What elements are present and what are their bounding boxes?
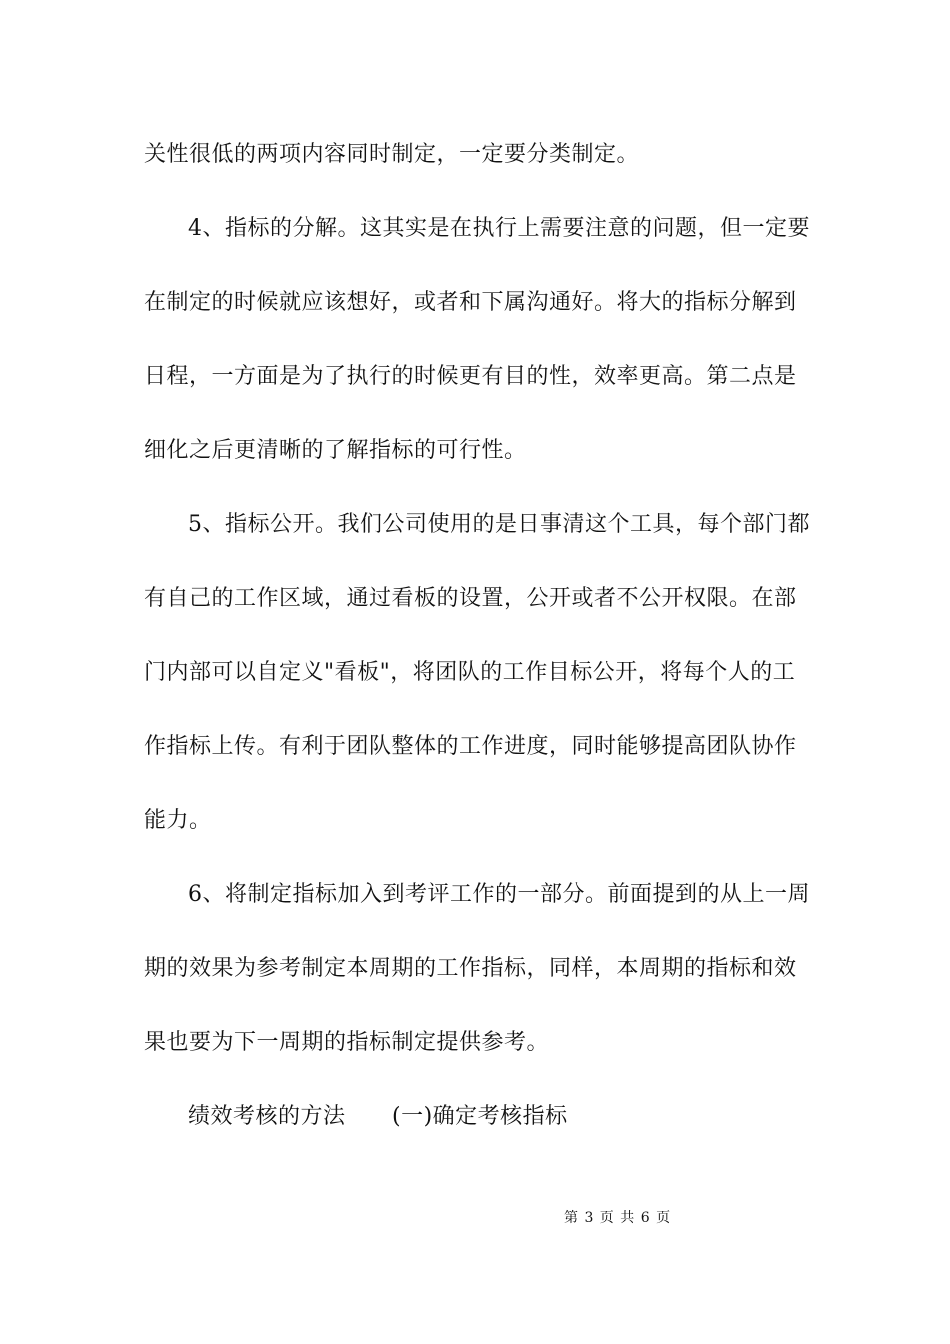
subsection-heading: (一)确定考核指标 xyxy=(392,1104,568,1129)
paragraph-line: 6、将制定指标加入到考评工作的一部分。前面提到的从上一周 xyxy=(188,882,810,907)
paragraph-line: 果也要为下一周期的指标制定提供参考。 xyxy=(144,1030,550,1055)
paragraph-line: 在制定的时候就应该想好，或者和下属沟通好。将大的指标分解到 xyxy=(144,290,797,315)
paragraph-line: 能力。 xyxy=(144,808,212,833)
paragraph-line: 期的效果为参考制定本周期的工作指标，同样，本周期的指标和效 xyxy=(144,956,797,981)
paragraph-line: 5、指标公开。我们公司使用的是日事清这个工具，每个部门都 xyxy=(188,512,810,537)
paragraph-line: 细化之后更清晰的了解指标的可行性。 xyxy=(144,438,527,463)
paragraph-line: 4、指标的分解。这其实是在执行上需要注意的问题，但一定要 xyxy=(188,216,810,241)
page-number: 第 3 页 共 6 页 xyxy=(564,1210,672,1226)
paragraph-line: 关性很低的两项内容同时制定，一定要分类制定。 xyxy=(144,142,640,167)
paragraph-line: 有自己的工作区域，通过看板的设置，公开或者不公开权限。在部 xyxy=(144,586,797,611)
paragraph-line: 作指标上传。有利于团队整体的工作进度，同时能够提高团队协作 xyxy=(144,734,797,759)
paragraph-line: 门内部可以自定义"看板"，将团队的工作目标公开，将每个人的工 xyxy=(144,660,796,685)
paragraph-line: 日程，一方面是为了执行的时候更有目的性，效率更高。第二点是 xyxy=(144,364,797,389)
section-heading: 绩效考核的方法 xyxy=(188,1104,346,1129)
